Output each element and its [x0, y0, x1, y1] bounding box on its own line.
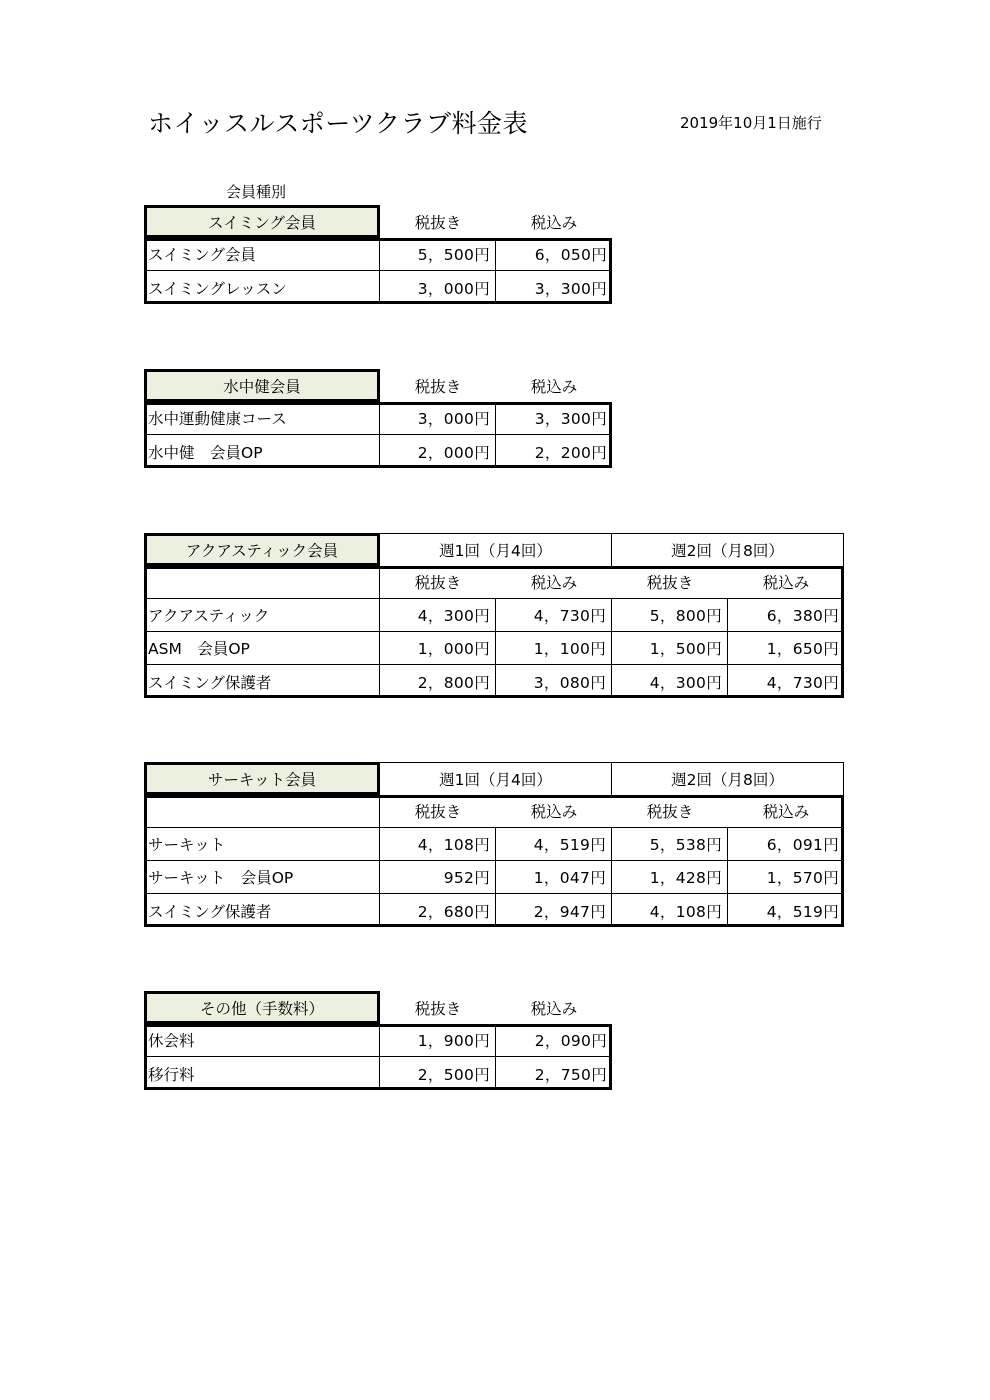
column-header-tax-included: 税込み — [496, 566, 612, 599]
row-label: スイミング会員 — [144, 238, 380, 271]
price-weekly2-tax-excluded: 1，500円 — [612, 632, 728, 665]
price-tax-included: 2，200円 — [534, 443, 607, 462]
column-header-tax-included: 税込み — [728, 795, 844, 828]
price-weekly1-tax-excluded: 2，680円 — [380, 894, 496, 927]
price-weekly1-tax-included: 2，947円 — [496, 894, 612, 927]
price-weekly2-tax-included: 1，650円 — [728, 632, 844, 665]
price-tax-excluded: 5，500円 — [380, 238, 496, 271]
price-tax-excluded: 2，500円 — [380, 1057, 496, 1090]
price-weekly1-tax-included: 1，100円 — [496, 632, 612, 665]
effective-date: 2019年10月1日施行 — [680, 114, 822, 132]
category-label: スイミング会員 — [144, 205, 380, 238]
price-weekly1-tax-excluded: 2，800円 — [380, 665, 496, 698]
row-label: スイミング保護者 — [144, 894, 380, 927]
price-weekly2-tax-included: 6，091円 — [728, 828, 844, 861]
price-weekly2-tax-excluded: 1，428円 — [612, 861, 728, 894]
price-tax-excluded: 2，000円 — [380, 435, 496, 468]
price-weekly1-tax-excluded: 1，000円 — [380, 632, 496, 665]
empty-cell — [144, 566, 380, 599]
row-label: 水中健 会員OP — [144, 435, 380, 468]
price-weekly2-tax-excluded: 4，300円 — [612, 665, 728, 698]
row-label: サーキット 会員OP — [144, 861, 380, 894]
price-tax-excluded: 3，000円 — [380, 402, 496, 435]
column-header-tax-excluded: 税抜き — [612, 795, 728, 828]
price-weekly1-tax-excluded: 4，108円 — [380, 828, 496, 861]
row-label: 休会料 — [144, 1024, 380, 1057]
category-label: アクアスティック会員 — [144, 533, 380, 566]
column-header-tax-included: 税込み — [728, 566, 844, 599]
column-header-tax-excluded: 税抜き — [612, 566, 728, 599]
column-header-tax-included: 税込み — [530, 377, 578, 396]
column-header-tax-included: 税込み — [530, 213, 578, 232]
plan-header-weekly-2: 週2回（月8回） — [612, 533, 844, 566]
price-tax-included: 3，300円 — [496, 402, 612, 435]
row-label: アクアスティック — [144, 599, 380, 632]
row-label: 水中運動健康コース — [144, 402, 380, 435]
row-label: スイミングレッスン — [144, 271, 380, 304]
price-weekly2-tax-included: 6，380円 — [728, 599, 844, 632]
price-tax-excluded: 1，900円 — [380, 1024, 496, 1057]
row-label: サーキット — [144, 828, 380, 861]
price-weekly2-tax-excluded: 4，108円 — [612, 894, 728, 927]
price-tax-included: 2，750円 — [534, 1065, 607, 1084]
column-header-tax-excluded: 税抜き — [414, 213, 462, 232]
plan-header-weekly-1: 週1回（月4回） — [380, 533, 612, 566]
column-header-tax-excluded: 税抜き — [380, 795, 496, 828]
plan-header-weekly-1: 週1回（月4回） — [380, 762, 612, 795]
price-weekly2-tax-included: 4，519円 — [766, 902, 839, 921]
empty-cell — [144, 795, 380, 828]
price-weekly1-tax-included: 4，730円 — [496, 599, 612, 632]
price-weekly2-tax-included: 1，570円 — [728, 861, 844, 894]
price-weekly1-tax-excluded: 4，300円 — [380, 599, 496, 632]
price-tax-included: 6，050円 — [496, 238, 612, 271]
category-label: 水中健会員 — [144, 369, 380, 402]
page-title: ホイッスルスポーツクラブ料金表 — [148, 109, 529, 138]
column-header-tax-excluded: 税抜き — [414, 999, 462, 1018]
category-label: サーキット会員 — [144, 762, 380, 795]
section-subtitle: 会員種別 — [226, 183, 287, 201]
row-label: 移行料 — [144, 1057, 380, 1090]
price-weekly2-tax-excluded: 5，538円 — [612, 828, 728, 861]
price-weekly1-tax-excluded: 952円 — [380, 861, 496, 894]
price-weekly1-tax-included: 3，080円 — [496, 665, 612, 698]
price-tax-included: 3，300円 — [534, 279, 607, 298]
price-weekly1-tax-included: 4，519円 — [496, 828, 612, 861]
column-header-tax-included: 税込み — [496, 795, 612, 828]
price-weekly1-tax-included: 1，047円 — [496, 861, 612, 894]
price-tax-excluded: 3，000円 — [380, 271, 496, 304]
column-header-tax-included: 税込み — [530, 999, 578, 1018]
row-label: スイミング保護者 — [144, 665, 380, 698]
price-tax-included: 2，090円 — [496, 1024, 612, 1057]
row-label: ASM 会員OP — [144, 632, 380, 665]
column-header-tax-excluded: 税抜き — [414, 377, 462, 396]
category-label: その他（手数料） — [144, 991, 380, 1024]
price-weekly2-tax-included: 4，730円 — [766, 673, 839, 692]
plan-header-weekly-2: 週2回（月8回） — [612, 762, 844, 795]
column-header-tax-excluded: 税抜き — [380, 566, 496, 599]
price-weekly2-tax-excluded: 5，800円 — [612, 599, 728, 632]
